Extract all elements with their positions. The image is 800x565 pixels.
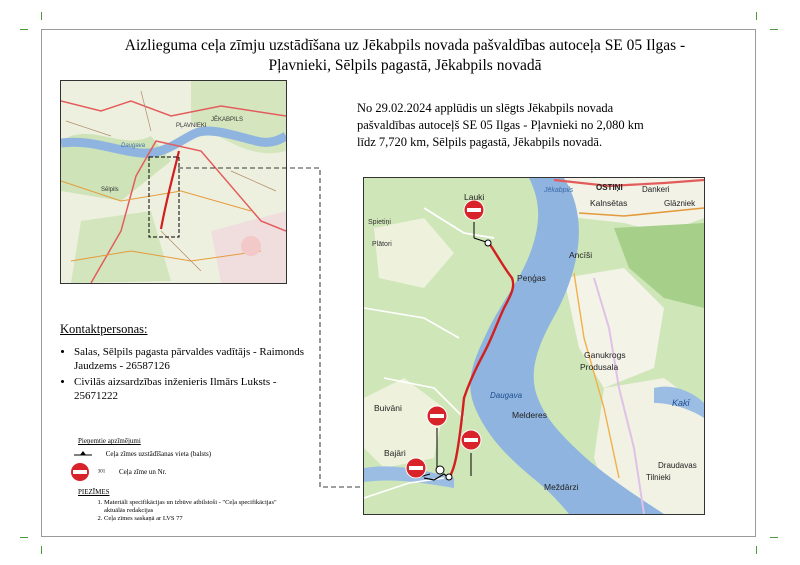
label-draudavas: Draudavas	[658, 461, 697, 470]
sign-post-icon	[436, 466, 444, 474]
legend-heading: Pieņemtie apzīmējumi	[78, 437, 141, 445]
legend-label: Ceļa zīme un Nr.	[119, 468, 167, 476]
label-melderes: Melderes	[512, 410, 547, 420]
contacts-list	[60, 345, 314, 405]
label-kalnsetas: Kalnsētas	[590, 198, 628, 208]
notes-heading: PIEZĪMES	[78, 488, 110, 496]
label-produsala: Produsala	[580, 362, 619, 372]
title-line-1: Aizlieguma ceļa zīmju uzstādīšana uz Jēkabpils novada pašvaldības autoceļa SE 05 Ilgas -	[124, 37, 686, 54]
contact-item: • Civilās aizsardzības inženieris Ilmārs Luksts - 25671222	[74, 375, 314, 403]
overview-label-jekabpils: JĒKABPILS	[211, 117, 244, 123]
note-item: 2. Ceļa zīmes saskaņā ar LVS 77	[104, 515, 284, 523]
label-dankeri: Dankeri	[642, 185, 670, 194]
detail-map-canvas	[364, 178, 704, 514]
label-bajari: Bajāri	[384, 448, 406, 458]
contact-item: • Salas, Sēlpils pagasta pārvaldes vadītājs - Raimonds Jaudzems - 26587126	[74, 345, 314, 373]
label-ancisi: Ancīši	[569, 250, 593, 260]
label-lauki: Lauki	[464, 192, 485, 202]
label-daugava: Daugava	[490, 391, 523, 400]
overview-label-selpils: Sēlpils	[101, 187, 119, 193]
detail-map[interactable]	[363, 177, 705, 515]
overview-label-plavnieki: PĻAVNIEKI	[176, 123, 207, 129]
legend-label: Ceļa zīmes uzstādīšanas vieta (balsts)	[105, 449, 212, 458]
legend-item-post	[72, 449, 211, 459]
label-tilnieki: Tilnieki	[646, 473, 671, 482]
sign-post-icon	[446, 474, 452, 480]
label-kaki: Kakī	[672, 398, 690, 408]
label-mezdarzi: Meždārzi	[544, 482, 579, 492]
label-jekabpils: Jēkabpils	[544, 187, 574, 194]
contacts-heading: Kontaktpersonas:	[60, 322, 148, 336]
legend-item-sign	[70, 462, 166, 482]
sign-code: 301	[97, 469, 106, 475]
closure-description: No 29.02.2024 applūdis un slēgts Jēkabpils novada pašvaldības autoceļš SE 05 Ilgas - Pļavnieki no 2,080 km līdz 7,720 km, Sēlpils pagastā, Jēkabpils novadā.	[357, 101, 644, 149]
label-spietini: Spietiņi	[368, 219, 391, 226]
label-buivani: Buivāni	[374, 403, 402, 413]
label-penigas: Peņģas	[517, 273, 546, 283]
label-platori: Plātori	[372, 241, 392, 248]
label-ostini: OSTIŅI	[596, 183, 623, 192]
notes-list	[92, 499, 284, 523]
sign-post-icon	[72, 449, 94, 459]
label-ganukrogs: Ganukrogs	[584, 350, 626, 360]
no-entry-sign-icon	[70, 462, 96, 482]
overview-label-daugava: Daugava	[121, 143, 146, 149]
note-item: 1. Materiāli specifikācijas un izbūve atbilstoši - "Ceļa specifikācijas" aktuālās redakcijas	[104, 499, 284, 515]
title-line-2: Pļavnieki, Sēlpils pagastā, Jēkabpils novadā	[268, 57, 542, 74]
label-glazniek: Glāzniek	[664, 199, 696, 208]
